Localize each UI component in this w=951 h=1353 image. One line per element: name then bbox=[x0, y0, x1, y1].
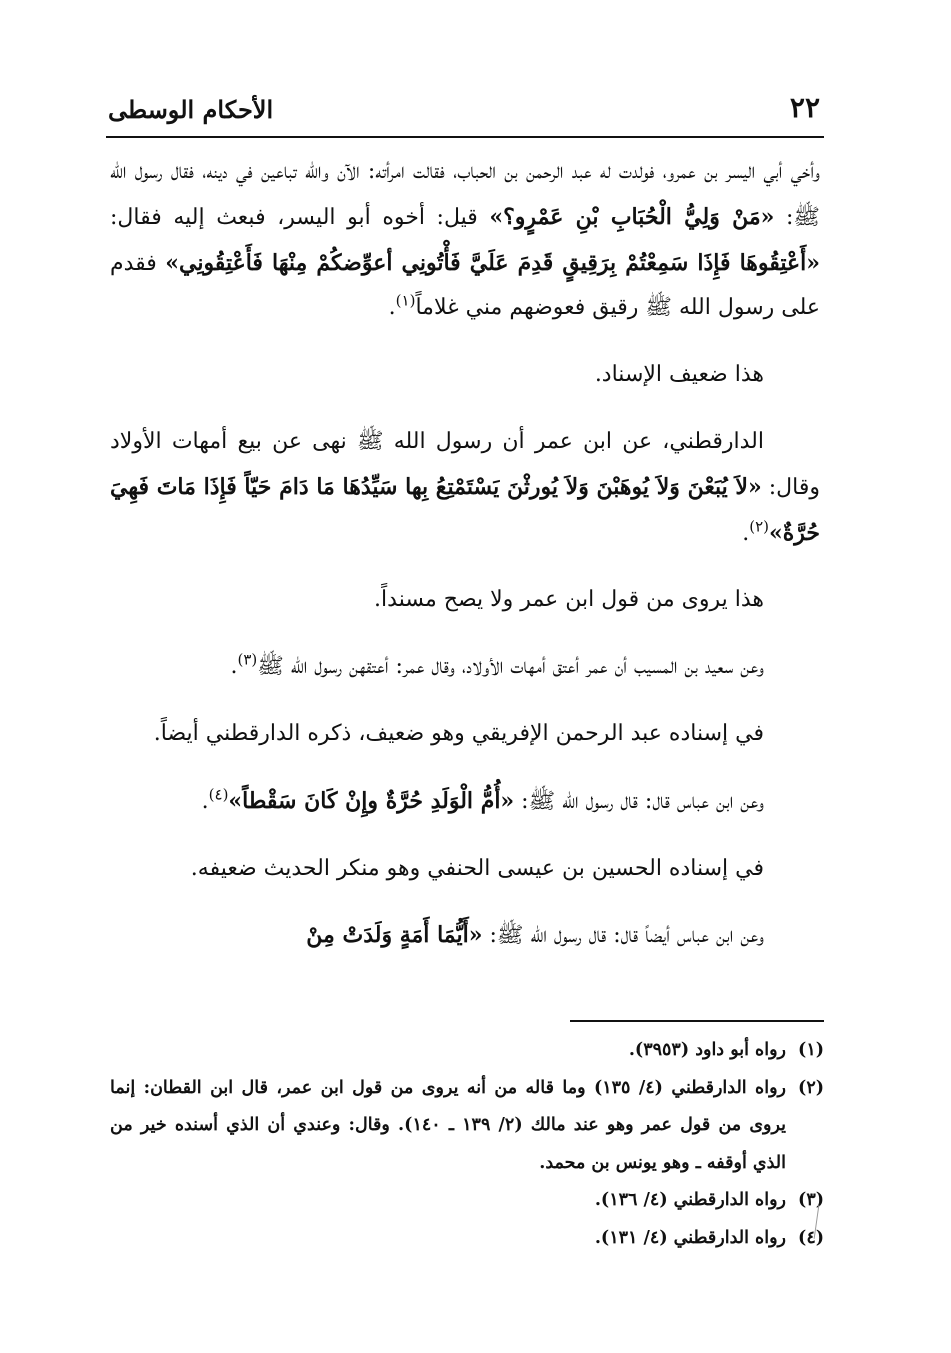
hadith-quote: «أُمُّ الْوَلَدِ حُرَّةٌ وإِنْ كَانَ سَقْطاً» bbox=[228, 787, 515, 814]
body-text-segment: . bbox=[388, 295, 396, 321]
body-paragraph bbox=[110, 645, 820, 690]
body-text-segment: هذا يروى من قول ابن عمر ولا يصح مسنداً. bbox=[374, 587, 764, 613]
body-paragraph bbox=[110, 847, 820, 892]
page-header bbox=[108, 88, 820, 132]
body-text-segment: في إسناده عبد الرحمن الإفريقي وهو ضعيف، ذكره الدارقطني أيضاً. bbox=[153, 720, 764, 746]
footnote-reference: (٣) bbox=[237, 650, 258, 669]
body-text-segment: . bbox=[201, 788, 209, 814]
body-text-segment: هذا ضعيف الإسناد. bbox=[594, 362, 764, 388]
footnotes bbox=[110, 1032, 824, 1257]
body-paragraph bbox=[110, 712, 820, 757]
footnote-number: (١) bbox=[798, 1040, 824, 1060]
page-number: ٢٢ bbox=[789, 91, 820, 124]
footnote-reference: (٤) bbox=[208, 785, 229, 804]
hadith-quote: «أَيُّمَا أَمَةٍ وَلَدَتْ مِنْ bbox=[306, 922, 483, 949]
footnote-reference: (١) bbox=[395, 292, 416, 311]
body-paragraph bbox=[110, 779, 820, 825]
body-paragraph bbox=[110, 420, 820, 556]
body-text-segment: قيل: أخوه أبو اليسر، فبعث إليه فقال: bbox=[110, 204, 490, 230]
header-divider bbox=[106, 136, 824, 138]
footnote-reference: (٢) bbox=[749, 517, 769, 536]
body-text-segment: وأخي أبي اليسر بن عمرو، فولدت له عبد الرحمن بن الحباب، فقالت امرأته: الآن والله تباعين في دينه، فقال رسول الله ﷺ: bbox=[110, 159, 820, 230]
running-title: الأحكام الوسطى bbox=[108, 95, 274, 124]
footnote-number: (٤) bbox=[798, 1227, 824, 1248]
footnote-item bbox=[110, 1032, 824, 1070]
body-text-segment: في إسناده الحسين بن عيسى الحنفي وهو منكر الحديث ضعيفه. bbox=[190, 855, 764, 881]
footnote-item bbox=[110, 1070, 824, 1183]
body-text-segment: . bbox=[742, 520, 750, 546]
body-text-segment: وعن سعيد بن المسيب أن عمر أعتق أمهات الأولاد، وقال عمر: أعتقهن رسول الله ﷺ bbox=[257, 654, 764, 680]
footnote-text: رواه الدارقطني (٤/ ١٣٦). bbox=[594, 1190, 786, 1210]
main-text bbox=[110, 150, 820, 959]
footnote-text: رواه الدارقطني (٤/ ١٣٥) وما قاله من أنه يروى من قول ابن عمر، قال ابن القطان: إنما يروى من قول عمر وهو عند مالك (٢/ ١٣٩ ـ ١٤٠). وقال: وعندي أن الذي أسنده خير من الذي أوقفه ـ وهو يونس بن محمد. bbox=[110, 1077, 787, 1173]
body-paragraph bbox=[110, 913, 820, 959]
footnote-item bbox=[110, 1220, 824, 1258]
footnote-number: (٢) bbox=[798, 1077, 824, 1098]
footnote-text: رواه الدارقطني (٤/ ١٣١). bbox=[594, 1227, 786, 1248]
hadith-quote: «لاَ يُبَعْنَ وَلاَ يُوهَبْنَ وَلاَ يُورثْنَ يَسْتَمْتِعُ بِها سَيِّدُهَا مَا دَامَ حَيّاً فَإِذَا مَاتَ فَهِيَ حُرَّةٌ» bbox=[110, 473, 820, 546]
hadith-quote: «أَعْتِقُوهَا فَإِذَا سَمِعْتُمْ بِرَقِيقٍ قَدِمَ عَلَيَّ فَأْتُونِي أعوِّضكُمْ مِنْهَا فَأَعْتِقُونِي» bbox=[165, 249, 820, 276]
hadith-quote: «مَنْ وَلِيُّ الْحُبَابِ بْنِ عَمْرٍو؟» bbox=[489, 203, 775, 230]
body-text-segment: فقدم على رسول الله ﷺ رقيق فعوضهم مني غلاماً bbox=[110, 250, 820, 321]
body-text-segment: وعن ابن عباس قال: قال رسول الله ﷺ: bbox=[514, 788, 764, 814]
body-paragraph bbox=[110, 150, 820, 331]
body-paragraph bbox=[110, 578, 820, 623]
footnote-text: رواه أبو داود (٣٩٥٣). bbox=[628, 1040, 786, 1060]
body-paragraph bbox=[110, 353, 820, 398]
footnote-divider bbox=[570, 1020, 824, 1022]
footnote-item bbox=[110, 1182, 824, 1220]
footnote-number: (٣) bbox=[798, 1190, 824, 1210]
body-text-segment: . bbox=[230, 654, 238, 680]
body-text-segment: وعن ابن عباس أيضاً قال: قال رسول الله ﷺ: bbox=[482, 923, 764, 949]
body-text-segment: الدارقطني، عن ابن عمر أن رسول الله ﷺ نهى عن بيع أمهات الأولاد وقال: bbox=[110, 428, 820, 500]
